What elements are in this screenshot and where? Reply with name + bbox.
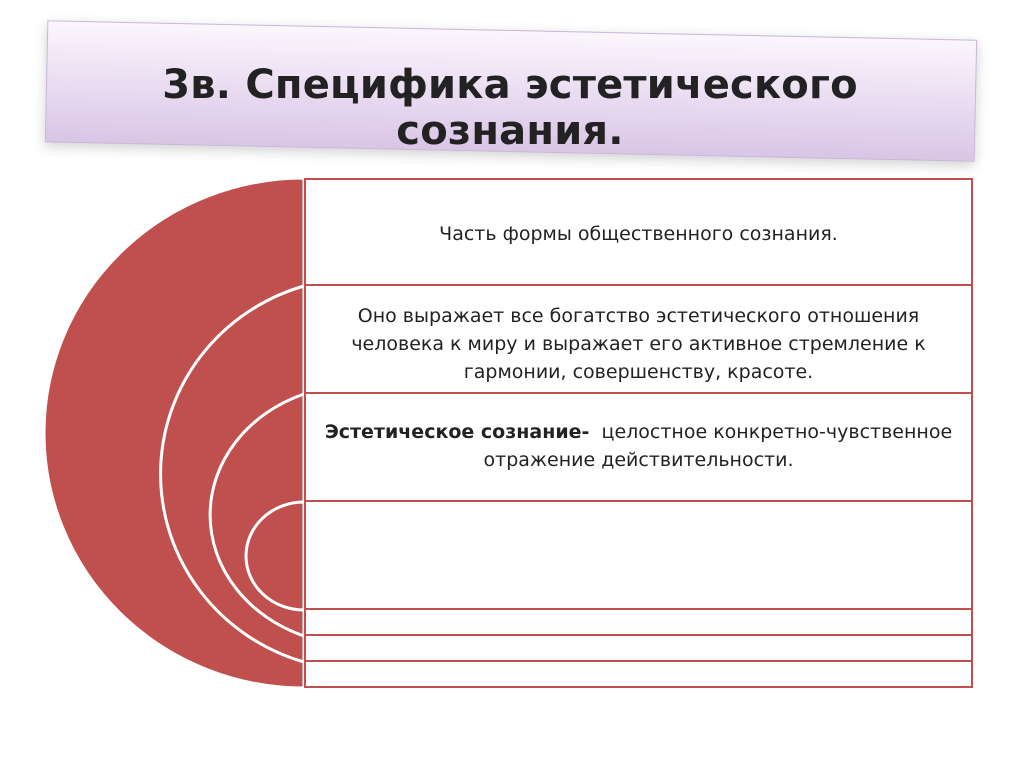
row-7: [304, 660, 973, 688]
row-3: [304, 392, 973, 502]
slide-title: 3в. Специфика эстетического сознания.: [162, 62, 858, 154]
row-2-text: Оно выражает все богатство эстетического отношения человека к миру и выражает его активное стремление к гармонии, совершенству, красоте.: [351, 305, 926, 383]
row-1-text: Часть формы общественного сознания.: [439, 223, 838, 245]
row-2: [304, 284, 973, 394]
row-5: [304, 608, 973, 636]
row-3-text: [319, 418, 959, 474]
row-4: [304, 500, 973, 610]
row-1: [304, 178, 973, 286]
row-6: [304, 634, 973, 662]
definition-term: Эстетическое сознание-: [324, 421, 590, 443]
definition-text: целостное конкретно-чувственное отражение действительности.: [483, 421, 953, 471]
